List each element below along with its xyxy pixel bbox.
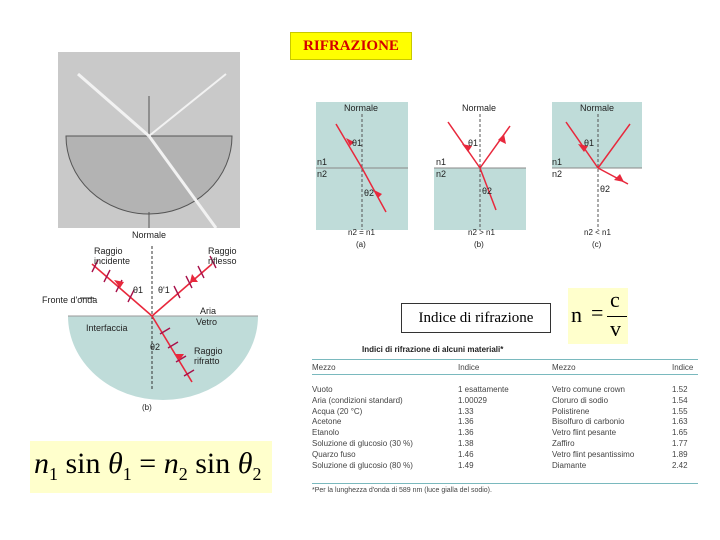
table-cell: Vetro flint pesante [552, 428, 617, 438]
snell-sin2: sin [195, 447, 231, 480]
panel-c-theta1: θ1 [584, 138, 595, 148]
table-cell: 1.55 [672, 406, 688, 416]
snell-theta1-sub: 1 [122, 464, 132, 484]
table-title: Indici di rifrazione di alcuni materiali* [362, 345, 504, 354]
table-cell: Bisolfuro di carbonio [552, 417, 625, 427]
refractive-index-table [312, 345, 700, 510]
panel-c-n2: n2 [552, 169, 563, 179]
refraction-photo-drawing [58, 52, 240, 228]
formula-n-equals-c-over-v [568, 288, 628, 344]
table-cell: Acqua (20 °C) [312, 406, 363, 416]
table-cell: Polistirene [552, 406, 590, 416]
formula-n-lhs: n [571, 302, 582, 327]
left-interface-label: Interfaccia [86, 323, 128, 333]
panel-b-n1: n1 [436, 157, 447, 167]
table-cell: 1.89 [672, 449, 688, 459]
table-cell: 1.38 [458, 438, 474, 448]
left-diagram-letter: (b) [142, 403, 152, 412]
snell-equals: = [139, 447, 157, 480]
snell-theta2-sub: 2 [252, 464, 262, 484]
snell-n1: n [34, 447, 49, 480]
panel-b-theta2: θ2 [482, 186, 493, 196]
table-header [312, 359, 698, 375]
table-header-mezzo-2: Mezzo [552, 363, 576, 372]
table-cell: Vetro flint pesantissimo [552, 449, 635, 459]
left-theta2: θ2 [150, 342, 161, 352]
table-cell: 1.46 [458, 449, 474, 459]
panel-b-relation: n2 > n1 [468, 228, 495, 237]
left-glass-label: Vetro [196, 317, 218, 327]
panel-a-n1: n1 [317, 157, 328, 167]
table-row [312, 407, 698, 418]
panel-c-normal: Normale [580, 103, 615, 113]
table-cell: 1.00029 [458, 395, 487, 405]
formula-n-equals: = [591, 300, 604, 325]
table-header-indice-2: Indice [672, 363, 694, 372]
table-cell: Diamante [552, 460, 587, 470]
panel-c-letter: (c) [592, 240, 602, 249]
snell-n2-sub: 2 [178, 464, 188, 484]
table-row [312, 396, 698, 407]
panel-a-relation: n2 = n1 [348, 228, 375, 237]
left-reflected-label: Raggio riflesso [208, 246, 237, 266]
table-cell: 1.52 [672, 385, 688, 394]
formula-n-num: c [610, 287, 620, 312]
table-cell: Acetone [312, 417, 342, 427]
table-cell: 1.33 [458, 406, 474, 416]
table-cell: Quarzo fuso [312, 449, 356, 459]
snell-n2: n [163, 447, 179, 480]
panel-a-n2: n2 [317, 169, 328, 179]
table-row [312, 385, 698, 396]
panel-b-normal: Normale [462, 103, 497, 113]
panel-c-relation: n2 < n1 [584, 228, 611, 237]
snell-theta1: θ [108, 447, 123, 480]
table-row [312, 417, 698, 428]
table-cell: 2.42 [672, 460, 688, 470]
panel-b-letter: (b) [474, 240, 484, 249]
snell-n1-sub: 1 [49, 464, 58, 484]
table-cell: Soluzione di glucosio (30 %) [312, 438, 413, 448]
table-cell: Soluzione di glucosio (80 %) [312, 460, 413, 470]
left-wavefront-label: Fronte d'onda [42, 295, 98, 305]
table-footnote: *Per la lunghezza d'onda di 589 nm (luce gialla del sodio). [312, 483, 698, 494]
table-cell: 1.36 [458, 417, 474, 427]
table-cell: 1.65 [672, 428, 688, 438]
left-refracted-label: Raggio rifratto [194, 346, 223, 366]
panel-a-normal: Normale [344, 103, 379, 113]
panel-a-theta1: θ1 [352, 138, 363, 148]
table-body [312, 385, 698, 471]
left-theta1: θ1 [133, 285, 144, 295]
panel-b [434, 114, 526, 230]
table-row [312, 439, 698, 450]
formula-n-den: v [610, 316, 621, 341]
table-cell: 1.54 [672, 395, 688, 405]
panel-a [316, 102, 408, 230]
table-cell: 1.63 [672, 417, 688, 427]
panel-b-theta1: θ1 [468, 138, 479, 148]
snell-theta2: θ [237, 447, 253, 480]
table-header-mezzo-1: Mezzo [312, 363, 336, 372]
panel-c [552, 102, 642, 230]
table-row [312, 428, 698, 439]
table-cell: 1.77 [672, 438, 688, 448]
table-cell: Vetro comune crown [552, 385, 625, 394]
left-air-label: Aria [200, 306, 217, 316]
table-row [312, 450, 698, 461]
reflection-refraction-diagram [40, 240, 270, 420]
table-header-indice-1: Indice [458, 363, 480, 372]
left-normal-label: Normale [132, 230, 167, 240]
table-cell: Zaffiro [552, 438, 575, 448]
table-cell: 1 esattamente [458, 385, 509, 394]
panel-b-n2: n2 [436, 169, 447, 179]
table-cell: Aria (condizioni standard) [312, 395, 403, 405]
table-cell: 1.36 [458, 428, 474, 438]
panel-a-theta2: θ2 [364, 188, 375, 198]
page-title: RIFRAZIONE [290, 32, 412, 60]
snell-sin1: sin [65, 447, 101, 480]
index-label-box: Indice di rifrazione [401, 303, 551, 333]
refraction-photo [58, 52, 240, 228]
snell-law-formula [30, 441, 272, 493]
table-cell: 1.49 [458, 460, 474, 470]
left-theta1-prime: θ'1 [158, 285, 170, 295]
table-cell: Cloruro di sodio [552, 395, 609, 405]
panel-a-letter: (a) [356, 240, 366, 249]
table-cell: Vuoto [312, 385, 333, 394]
panel-c-theta2: θ2 [600, 184, 611, 194]
table-cell: Etanolo [312, 428, 340, 438]
left-incident-label: Raggio incidente [94, 246, 131, 266]
table-row [312, 461, 698, 472]
panel-c-n1: n1 [552, 157, 563, 167]
